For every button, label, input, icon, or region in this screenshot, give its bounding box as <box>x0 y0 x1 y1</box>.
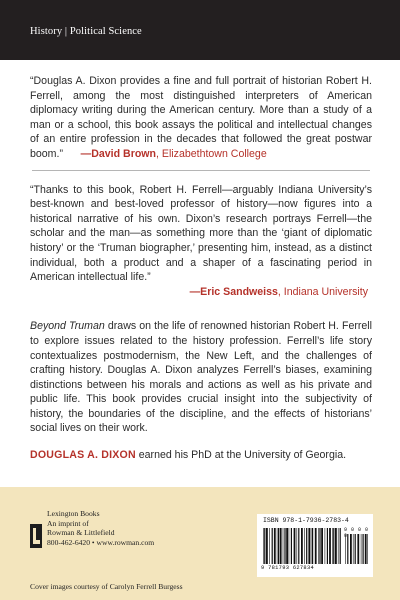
barcode-bar <box>355 534 356 564</box>
barcode-bar <box>284 528 285 564</box>
barcode-bar <box>332 528 333 564</box>
barcode-bar <box>361 534 362 564</box>
barcode-bar <box>291 528 292 564</box>
cover-credits: Cover images courtesy of Carolyn Ferrell Burgess <box>30 582 183 591</box>
lexington-books-logo-icon <box>30 524 42 548</box>
blurb-1-affiliation: , Elizabethtown College <box>156 147 267 160</box>
barcode-bar <box>269 528 270 564</box>
separator-line <box>32 170 370 171</box>
barcode-bar <box>367 534 368 564</box>
barcode-bars <box>263 528 341 564</box>
author-bio <box>30 448 372 463</box>
barcode-digits: 9 781793 627834 <box>261 565 315 571</box>
barcode-bar <box>286 528 288 564</box>
barcode-bar <box>350 534 352 564</box>
barcode-bar <box>294 528 296 564</box>
header-bar <box>0 0 400 60</box>
author-bio-text: earned his PhD at the University of Georgia. <box>135 449 347 462</box>
blurb-2 <box>30 183 372 285</box>
blurb-2-author: Eric Sandweiss <box>200 285 278 298</box>
barcode-bar <box>304 528 305 564</box>
publisher-name: Lexington Books <box>47 509 100 518</box>
blurb-1-author: David Brown <box>91 147 156 160</box>
barcode-bar <box>301 528 303 564</box>
barcode-bar <box>297 528 298 564</box>
blurb-2-text: “Thanks to this book, Robert H. Ferrell—arguably Indiana University’s best-known and best-loved professor of history—now figures into a historical narrative of his own. Dixon’s research portrays Ferrell—the scholar and the man—as something more than the ‘giant of diplomatic history’ or the ‘Truman biographer,’ presenting him, instead, as a distinct individual, both a product and a shaper of a fascinating period in American intellectual life.” <box>30 183 372 284</box>
barcode-bar <box>289 528 290 564</box>
book-description <box>30 319 372 436</box>
blurb-1 <box>30 74 372 162</box>
barcode-bar <box>280 528 282 564</box>
publisher-parent: Rowman & Littlefield <box>47 528 115 538</box>
barcode-bar <box>335 528 337 564</box>
barcode-bar <box>333 528 334 564</box>
blurb-1-text: “Douglas A. Dixon provides a fine and full portrait of historian Robert H. Ferrell, among the most distinguished interpreters of American diplomacy writing during the American century. More than a study of a man or a school, this book assays the political and intellectual changes of an entire profession in the decades that followed the great postwar boom.” <box>30 75 372 160</box>
blurb-2-dash: — <box>189 285 201 298</box>
barcode-addon-digits: 9 0 0 0 0 <box>344 527 369 539</box>
barcode-bar <box>311 528 312 564</box>
barcode-addon-bars <box>345 534 369 564</box>
barcode-bar <box>315 528 317 564</box>
author-name: DOUGLAS A. DIXON <box>30 449 136 462</box>
publisher-contact: 800-462-6420 • www.rowman.com <box>47 537 155 547</box>
publisher-imprint: An imprint of <box>47 518 89 528</box>
barcode-bar <box>263 528 264 564</box>
barcode-bar <box>318 528 319 564</box>
barcode-bar <box>345 534 346 564</box>
barcode-bar <box>298 528 299 564</box>
isbn-label: ISBN 978-1-7936-2783-4 <box>263 517 349 524</box>
barcode-bar <box>327 528 328 564</box>
description-text: draws on the life of renowned historian Robert H. Ferrell to explore issues related to the history profession. Ferrell’s life story contextualizes postmodernism, the New Left, and the challenges of crafting history. Douglas A. Dixon analyzes Ferrell’s biases, examining distinctions between his morals and actions as well as his private and public life. This book provides crucial insight into the subjectivity of history, the boundaries of the discipline, and the effects of historians’ social lives on their work. <box>30 320 372 435</box>
barcode-bar <box>278 528 279 564</box>
barcode-bar <box>272 528 273 564</box>
barcode-bar <box>353 534 354 564</box>
barcode-bar <box>283 528 284 564</box>
barcode-bar <box>338 528 339 564</box>
barcode-bar <box>325 528 326 564</box>
blurb-2-attribution <box>30 285 372 300</box>
footer-panel <box>0 487 400 600</box>
book-title: Beyond Truman <box>30 320 105 333</box>
barcode-bar <box>319 528 320 564</box>
category-label: History | Political Science <box>30 26 142 37</box>
barcode-bar <box>312 528 313 564</box>
barcode-bar <box>363 534 364 564</box>
barcode-bar <box>266 528 268 564</box>
barcode <box>257 514 373 577</box>
blurb-1-dash: — <box>80 147 92 160</box>
barcode-bar <box>347 534 348 564</box>
barcode-bar <box>306 528 307 564</box>
barcode-bar <box>274 528 276 564</box>
back-cover-content <box>30 74 372 463</box>
barcode-bar <box>357 534 359 564</box>
barcode-bar <box>329 528 331 564</box>
barcode-bar <box>308 528 310 564</box>
blurb-2-affiliation: , Indiana University <box>277 285 368 298</box>
publisher-info <box>47 509 154 547</box>
barcode-bar <box>321 528 323 564</box>
barcode-bar <box>365 534 367 564</box>
barcode-bar <box>340 528 341 564</box>
barcode-bar <box>264 528 265 564</box>
barcode-bar <box>277 528 278 564</box>
blurb-1-attribution <box>66 148 267 160</box>
